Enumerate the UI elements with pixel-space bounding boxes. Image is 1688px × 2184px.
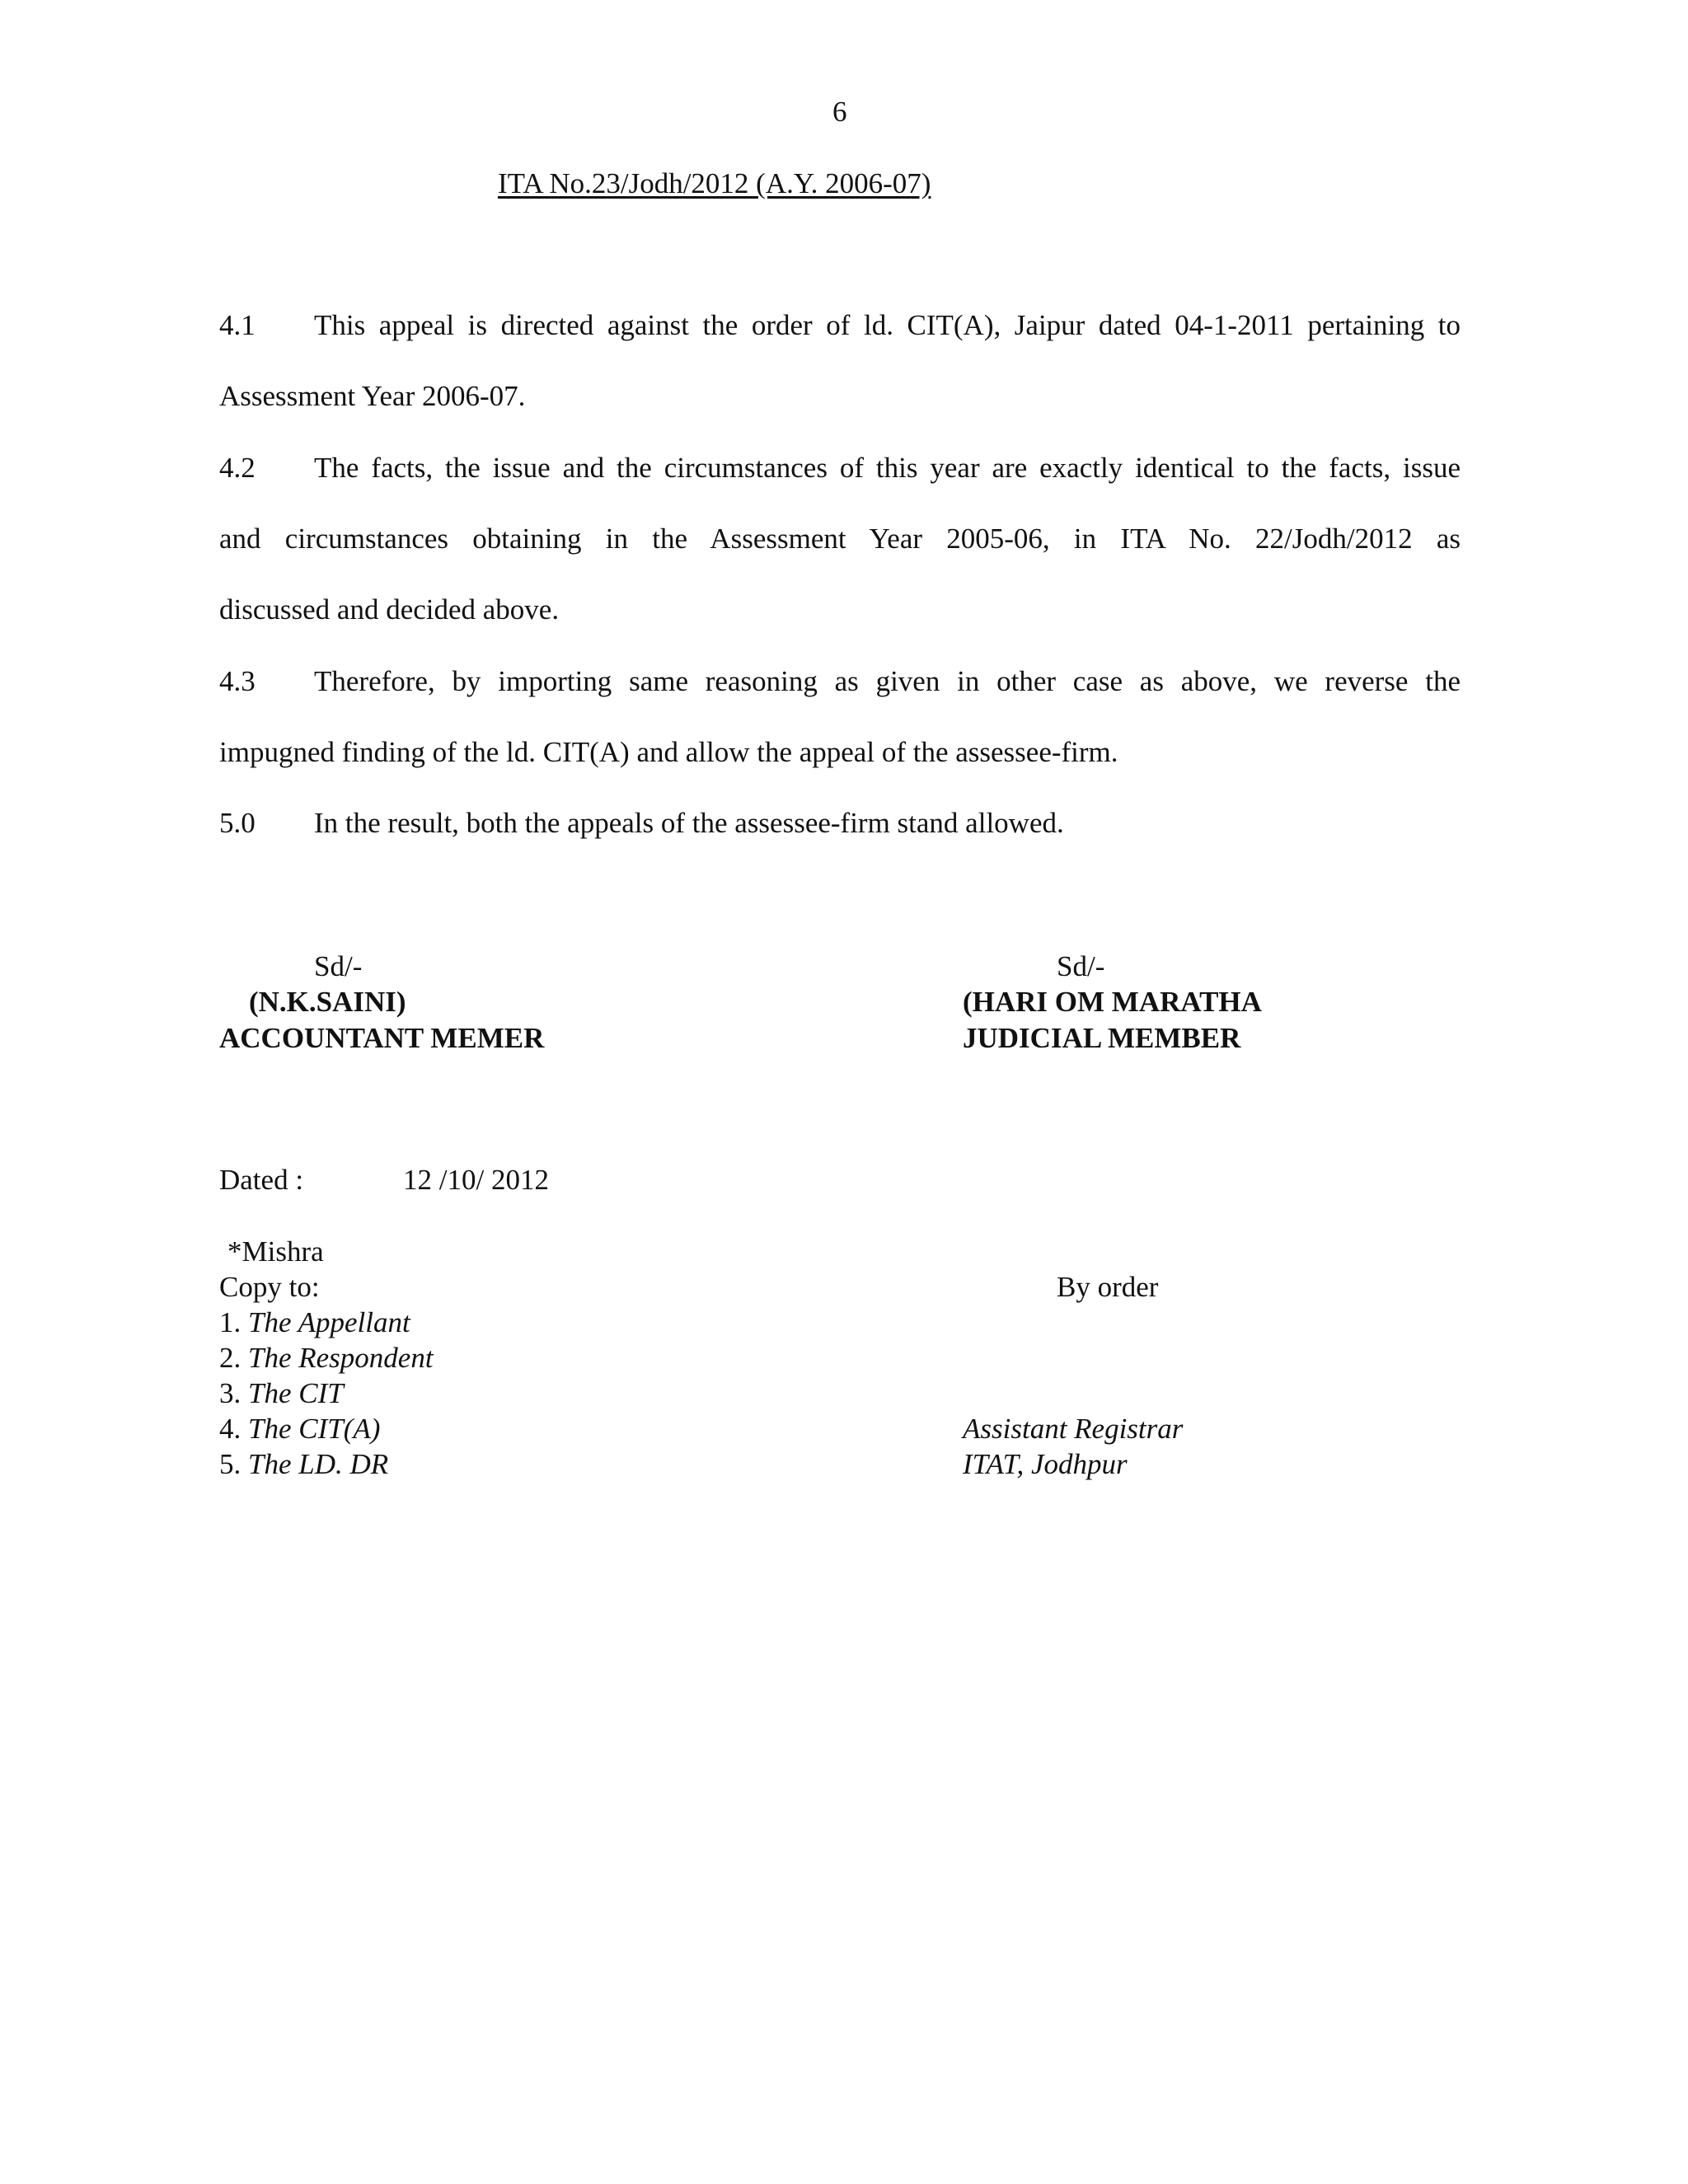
copy-to-item <box>219 1343 434 1372</box>
copy-to-item-text: The CIT(A) <box>248 1413 381 1445</box>
copy-to-item-text: The LD. DR <box>248 1448 389 1480</box>
copy-to-item-text: The CIT <box>248 1377 344 1409</box>
copy-to-item <box>219 1308 410 1337</box>
right-signature-sd: Sd/- <box>1057 950 1105 982</box>
left-signature-sd: Sd/- <box>314 950 363 982</box>
left-signatory-name: (N.K.SAINI) <box>249 986 406 1018</box>
paragraph-number: 4.3 <box>219 665 256 697</box>
copy-to-item-number: 1. <box>219 1306 241 1338</box>
copy-to-item-number: 5. <box>219 1448 241 1480</box>
paragraph-4-1-line-1 <box>219 311 1461 340</box>
left-signatory-designation: ACCOUNTANT MEMER <box>219 1022 545 1054</box>
registrar-office: ITAT, Jodhpur <box>963 1448 1128 1480</box>
copy-to-item-number: 4. <box>219 1413 241 1445</box>
dated-value: 12 /10/ 2012 <box>403 1164 549 1196</box>
copy-to-item-number: 3. <box>219 1377 241 1409</box>
paragraph-4-1-line-2: Assessment Year 2006-07. <box>219 380 526 412</box>
copy-to-item <box>219 1379 344 1408</box>
paragraph-number: 5.0 <box>219 807 256 839</box>
paragraph-text: The facts, the issue and the circumstances of this year are exactly identical to the facts, issue <box>314 452 1461 484</box>
paragraph-number: 4.1 <box>219 309 256 341</box>
paragraph-text: This appeal is directed against the order of ld. CIT(A), Jaipur dated 04-1-2011 pertaining to <box>314 309 1461 341</box>
paragraph-4-2-line-2: and circumstances obtaining in the Assessment Year 2005-06, in ITA No. 22/Jodh/2012 as <box>219 523 1461 555</box>
right-signatory-name: (HARI OM MARATHA <box>963 986 1262 1018</box>
paragraph-text: In the result, both the appeals of the assessee-firm stand allowed. <box>314 807 1064 839</box>
registrar-title: Assistant Registrar <box>963 1413 1184 1445</box>
paragraph-number: 4.2 <box>219 452 256 484</box>
copy-to-item <box>219 1414 380 1443</box>
paragraph-4-2-line-3: discussed and decided above. <box>219 593 560 626</box>
paragraph-5-0-line-1 <box>219 808 1461 837</box>
copy-to-item-number: 2. <box>219 1342 241 1374</box>
paragraph-4-3-line-1 <box>219 667 1461 696</box>
right-signatory-designation: JUDICIAL MEMBER <box>963 1022 1241 1054</box>
copy-to-item-text: The Respondent <box>248 1342 434 1374</box>
typist-initials: *Mishra <box>227 1235 324 1268</box>
page-number: 6 <box>832 96 847 128</box>
case-title: ITA No.23/Jodh/2012 (A.Y. 2006-07) <box>498 167 931 199</box>
copy-to-item <box>219 1450 388 1479</box>
by-order-text: By order <box>1057 1271 1159 1303</box>
copy-to-label: Copy to: <box>219 1271 320 1303</box>
paragraph-4-3-line-2: impugned finding of the ld. CIT(A) and allow the appeal of the assessee-firm. <box>219 736 1118 768</box>
paragraph-4-2-line-1 <box>219 453 1461 482</box>
dated-label: Dated : <box>219 1164 304 1196</box>
copy-to-item-text: The Appellant <box>248 1306 410 1338</box>
paragraph-text: Therefore, by importing same reasoning as given in other case as above, we reverse the <box>314 665 1461 697</box>
